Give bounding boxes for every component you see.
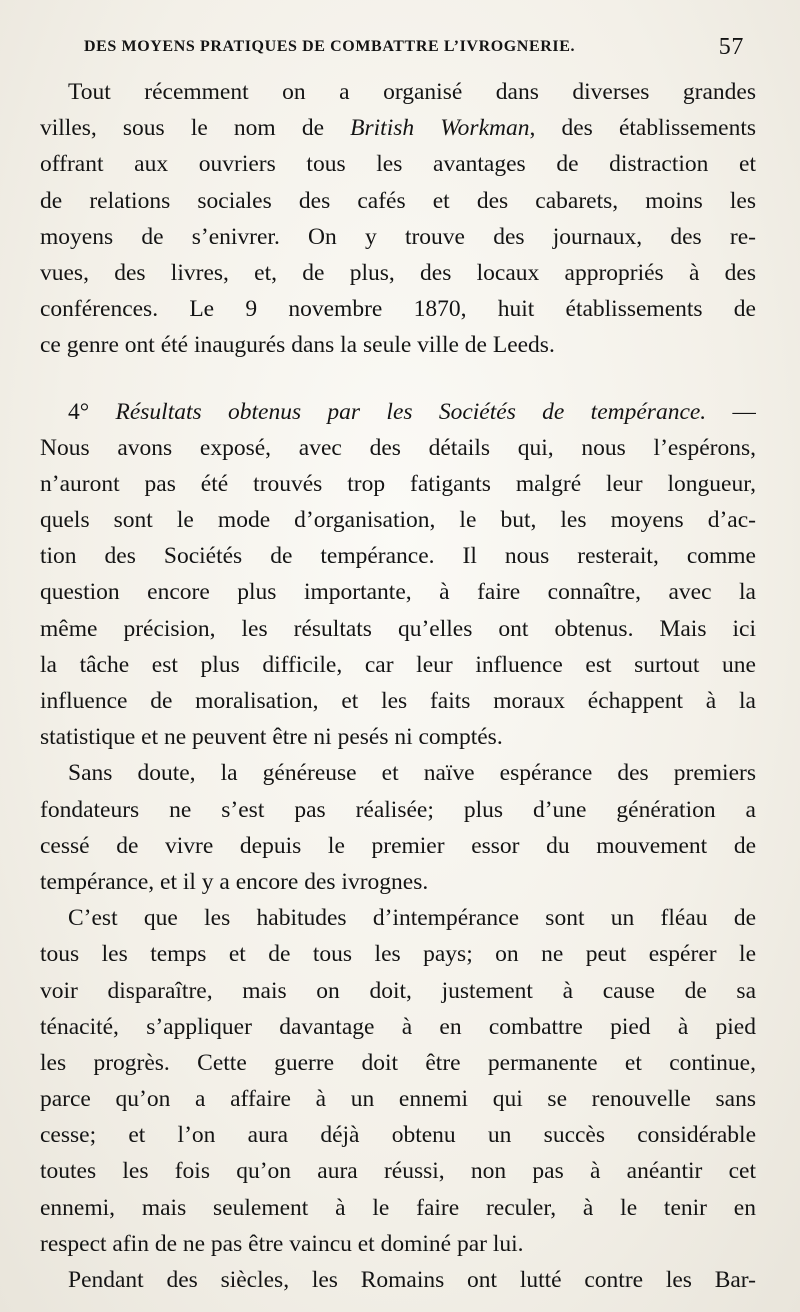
text-line: influence de moralisation, et les faits moraux échappent à la [40, 688, 756, 714]
text-line: Pendant des siècles, les Romains ont lutté contre les Bar- [68, 1267, 756, 1293]
text-line: C’est que les habitudes d’intempérance sont un fléau de [68, 905, 756, 932]
text-line: voir disparaître, mais on doit, justement à cause de sa [40, 977, 756, 1004]
text-line: les progrès. Cette guerre doit être permanente et continue, [40, 1049, 756, 1076]
text-line: ténacité, s’appliquer davantage à en combattre pied à pied [40, 1013, 756, 1040]
page-number: 57 [718, 34, 744, 60]
text-line: vues, des livres, et, de plus, des locaux appropriés à des [40, 259, 756, 286]
section-number: 4° [68, 398, 90, 425]
text-line: ce genre ont été inaugurés dans la seule ville de Leeds. [40, 332, 555, 359]
section-dash: — [732, 398, 756, 425]
text-line: respect afin de ne pas être vaincu et dominé par lui. [40, 1230, 524, 1257]
text-line: tion des Sociétés de tempérance. Il nous resterait, comme [40, 543, 756, 570]
text-line: Nous avons exposé, avec des détails qui, nous l’espérons, [40, 434, 756, 461]
text-line: ennemi, mais seulement à le faire reculer, à le tenir en [40, 1194, 756, 1221]
text-line: villes, sous le nom de British Workman, des établissements [40, 115, 756, 142]
text-line: toutes les fois qu’on aura réussi, non pas à anéantir cet [40, 1158, 756, 1185]
text-line: parce qu’on a affaire à un ennemi qui se renouvelle sans [40, 1086, 756, 1113]
text-line: statistique et ne peuvent être ni pesés ni comptés. [40, 724, 503, 751]
running-head [84, 34, 744, 64]
text-line: Sans doute, la généreuse et naïve espérance des premiers [68, 760, 756, 787]
text-line: cessé de vivre depuis le premier essor du mouvement de [40, 832, 756, 859]
text-line: de relations sociales des cafés et des cabarets, moins les [40, 187, 756, 214]
text-line: fondateurs ne s’est pas réalisée; plus d’une génération a [40, 796, 756, 823]
text-line: question encore plus importante, à faire connaître, avec la [40, 579, 756, 606]
section-heading [40, 394, 756, 430]
text-line: la tâche est plus difficile, car leur influence est surtout une [40, 651, 756, 678]
text-line: quels sont le mode d’organisation, le but, les moyens d’ac- [40, 507, 756, 534]
text-line: tempérance, et il y a encore des ivrognes. [40, 868, 429, 895]
text-line: conférences. Le 9 novembre 1870, huit établissements de [40, 296, 756, 323]
section-title: Résultats obtenus par les Sociétés de tempérance. [115, 398, 707, 425]
emphasis-british-workman: British Workman [350, 115, 530, 142]
text-line: moyens de s’enivrer. On y trouve des journaux, des re- [40, 223, 756, 250]
body-text [40, 74, 756, 1298]
text-line: tous les temps et de tous les pays; on ne peut espérer le [40, 941, 756, 968]
text-line: Tout récemment on a organisé dans diverses grandes [68, 79, 756, 105]
text-line: même précision, les résultats qu’elles ont obtenus. Mais ici [40, 615, 756, 642]
text-line: cesse; et l’on aura déjà obtenu un succès considérable [40, 1122, 756, 1149]
text-line: n’auront pas été trouvés trop fatigants malgré leur longueur, [40, 470, 756, 497]
running-head-title: DES MOYENS PRATIQUES DE COMBATTRE L’IVROGNERIE. [84, 38, 576, 55]
text-line: offrant aux ouvriers tous les avantages de distraction et [40, 151, 756, 178]
